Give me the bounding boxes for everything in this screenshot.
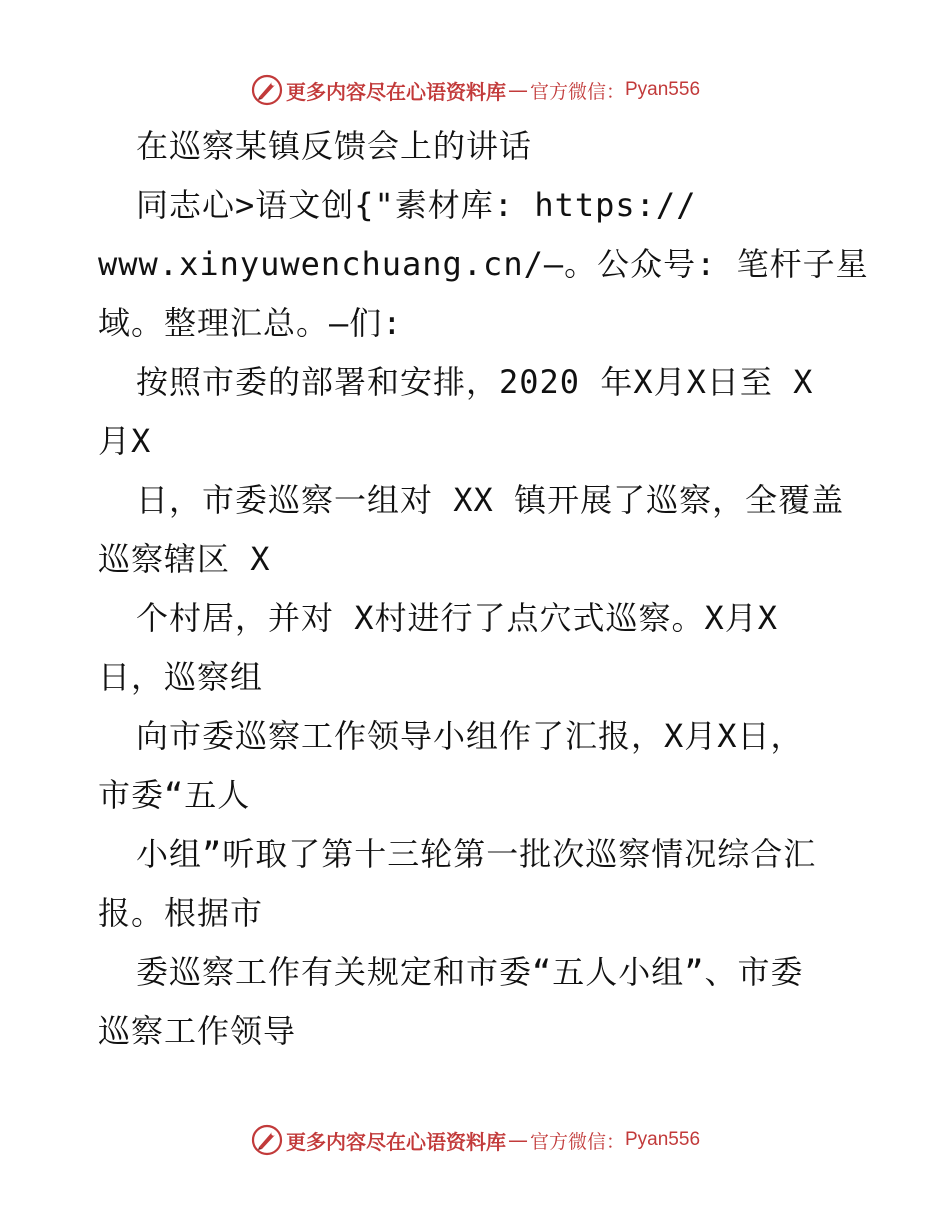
banner-separator: — [507, 1128, 528, 1152]
banner-wechat-label: 官方微信： [529, 80, 625, 103]
text-line: 个村居，并对 X村进行了点穴式巡察。X月X [136, 599, 779, 637]
text-line: 向市委巡察工作领导小组作了汇报，X月X日， [136, 717, 804, 755]
text-line: 月X [98, 422, 152, 460]
text-line: 小组”听取了第十三轮第一批次巡察情况综合汇 [136, 835, 817, 873]
footer-banner [0, 1120, 950, 1160]
banner-slogan: 更多内容尽在心语资料库 [285, 1129, 506, 1154]
header-banner [0, 70, 950, 110]
text-line: 日，巡察组 [98, 658, 264, 696]
banner-wechat-id: Pyan556 [625, 1129, 701, 1150]
text-line: 按照市委的部署和安排，2020 年X月X日至 X [136, 363, 814, 401]
quill-logo-icon [250, 73, 284, 107]
text-line: 日，市委巡察一组对 XX 镇开展了巡察，全覆盖 [136, 481, 845, 519]
text-line: 委巡察工作有关规定和市委“五人小组”、市委 [136, 953, 804, 991]
banner-wechat-id: Pyan556 [625, 79, 701, 100]
text-line: www.xinyuwenchuang.cn/—。公众号: 笔杆子星 [98, 245, 869, 283]
quill-logo-icon [250, 1123, 284, 1157]
text-line: 同志心>语文创{"素材库: https:// [136, 186, 697, 224]
banner-slogan: 更多内容尽在心语资料库 [285, 79, 506, 104]
banner-wechat-label: 官方微信： [529, 1130, 625, 1153]
banner-separator: — [507, 78, 528, 102]
text-line: 巡察辖区 X [98, 540, 271, 578]
text-line: 巡察工作领导 [98, 1012, 297, 1050]
text-line: 域。整理汇总。—们: [98, 304, 403, 342]
text-line: 市委“五人 [98, 776, 251, 814]
document-title: 在巡察某镇反馈会上的讲话 [136, 127, 533, 165]
text-line: 报。根据市 [98, 894, 264, 932]
